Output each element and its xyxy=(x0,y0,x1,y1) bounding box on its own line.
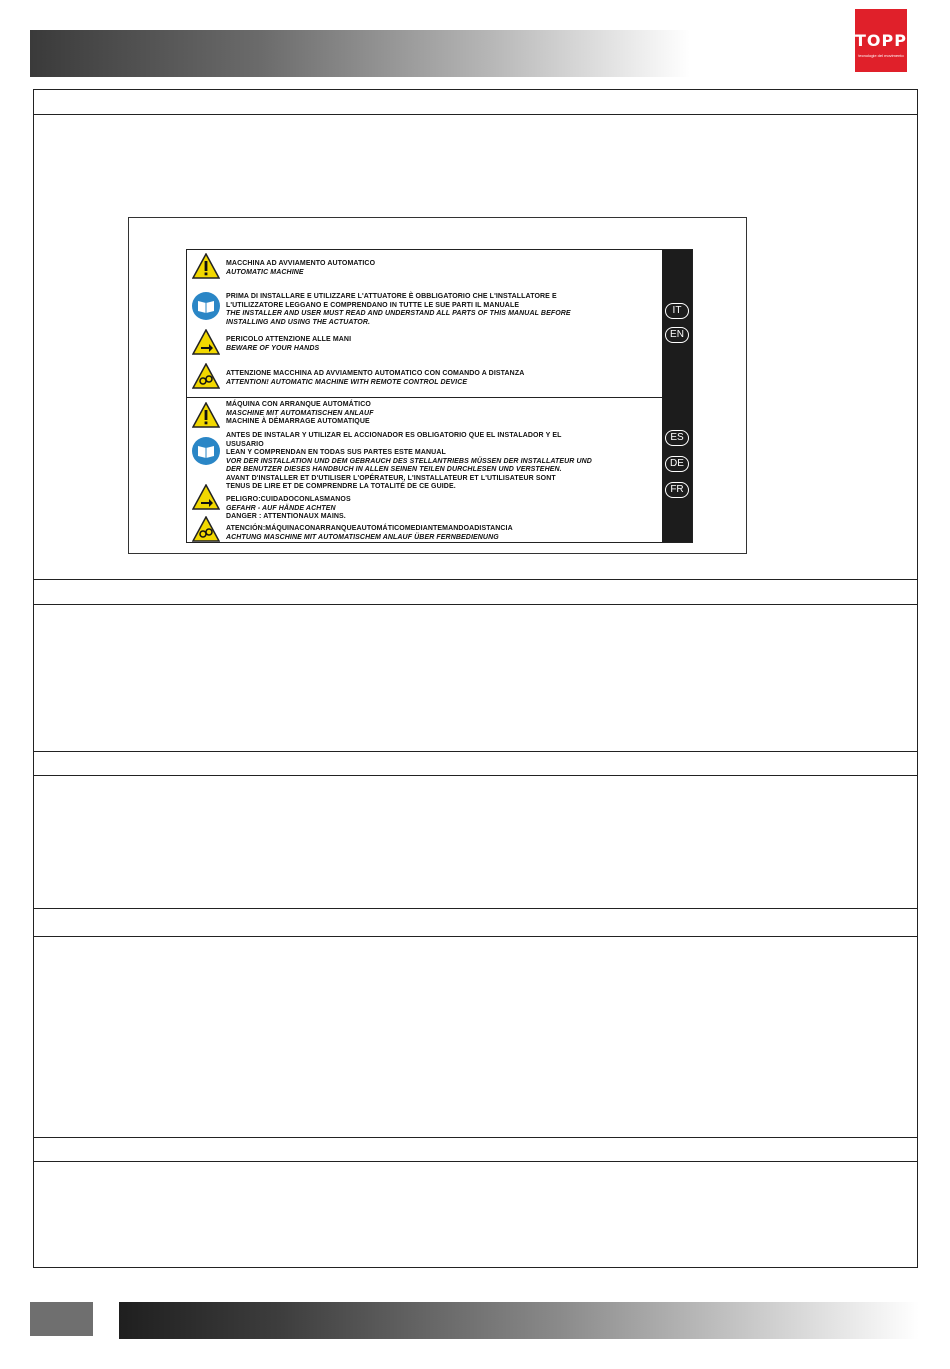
section-4-body xyxy=(33,936,918,1138)
page-number-box xyxy=(30,1302,93,1336)
warning-sign-panel xyxy=(186,249,693,543)
sign-text-remote-multi: ATENCIÓN:MÁQUINACONARRANQUEAUTOMÁTICOMEDIANTEMANDOADISTANCIA ACHTUNG MASCHINE MIT AUTOMATISCHEM ANLAUF ÜBER FERNBEDIENUNG xyxy=(226,525,513,541)
sign-text-automatic-machine: MACCHINA AD AVVIAMENTO AUTOMATICO AUTOMATIC MACHINE xyxy=(226,260,376,276)
lang-badge-it: IT xyxy=(665,303,689,319)
sign-text-hands-multi: PELIGRO:CUIDADOCONLASMANOS GEFAHR - AUF HÄNDE ACHTEN DANGER : ATTENTIONAUX MAINS. xyxy=(226,496,351,520)
section-4-header xyxy=(33,908,918,937)
sign-text-hands: PERICOLO ATTENZIONE ALLE MANI BEWARE OF YOUR HANDS xyxy=(226,336,352,352)
hand-crush-icon-2 xyxy=(192,484,220,510)
header-gradient-bar xyxy=(30,30,690,77)
section-2-body xyxy=(33,604,918,752)
sign-text-remote: ATTENZIONE MACCHINA AD AVVIAMENTO AUTOMATICO CON COMANDO A DISTANZA ATTENTION! AUTOMATIC MACHINE WITH REMOTE CONTROL DEVICE xyxy=(226,370,525,386)
lang-badge-fr: FR xyxy=(665,482,689,498)
warning-icon xyxy=(192,253,220,279)
language-strip xyxy=(662,250,692,542)
section-3-body xyxy=(33,775,918,909)
logo-brand: TOPP xyxy=(855,31,907,50)
lang-badge-en: EN xyxy=(665,327,689,343)
section-1-header xyxy=(33,89,918,115)
manual-book-icon-2 xyxy=(192,437,220,465)
section-5-body xyxy=(33,1161,918,1268)
topp-logo xyxy=(855,9,907,72)
warning-icon-2 xyxy=(192,402,220,428)
remote-machine-icon-2 xyxy=(192,516,220,542)
sign-text-automatic-machine-multi: MÁQUINA CON ARRANQUE AUTOMÁTICO MASCHINE MIT AUTOMATISCHEN ANLAUF MACHINE À DÉMARRAGE AUTOMATIQUE xyxy=(226,401,374,425)
language-divider xyxy=(187,397,664,398)
lang-badge-es: ES xyxy=(665,430,689,446)
remote-machine-icon xyxy=(192,363,220,389)
sign-text-read-manual: PRIMA DI INSTALLARE E UTILIZZARE L'ATTUATORE È OBBLIGATORIO CHE L'INSTALLATORE E L'UTILIZZATORE LEGGANO E COMPRENDANO IN TUTTE LE SUE PARTI IL MANUALE THE INSTALLER AND USER MUST READ AND UNDERSTAND ALL PARTS OF THIS MANUAL BEFORE INSTALLING AND USING THE ACTUATOR. xyxy=(226,293,571,326)
lang-badge-de: DE xyxy=(665,456,689,472)
section-2-header xyxy=(33,579,918,605)
warning-label-figure xyxy=(128,217,747,554)
section-5-header xyxy=(33,1137,918,1162)
section-3-header xyxy=(33,751,918,776)
manual-book-icon xyxy=(192,292,220,320)
sign-text-read-manual-multi: ANTES DE INSTALAR Y UTILIZAR EL ACCIONADOR ES OBLIGATORIO QUE EL INSTALADOR Y EL USUSARIO LEAN Y COMPRENDAN EN TODAS SUS PARTES ESTE MANUAL VOR DER INSTALLATION UND DEM GEBRAUCH DES STELLANTRIEBS MÜSSEN DER INSTALLATEUR UND DER BENUTZER DIESES HANDBUCH IN ALLEN SEINEN TEILEN DURCHLESEN UND VERSTEHEN. AVANT D'INSTALLER ET D'UTILISER L'OPÉRATEUR, L'INSTALLATEUR ET L'UTILISATEUR SONT TENUS DE LIRE ET DE COMPRENDRE LA TOTALITÉ DE CE GUIDE. xyxy=(226,432,592,490)
hand-crush-icon xyxy=(192,329,220,355)
footer-gradient-bar xyxy=(119,1302,919,1339)
logo-tagline: tecnologie del movimento xyxy=(858,53,904,58)
